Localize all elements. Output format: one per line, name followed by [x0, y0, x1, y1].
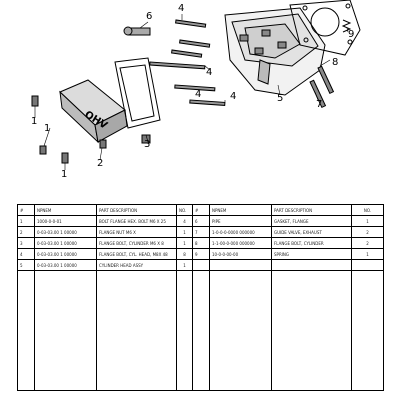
- cell-index: 5: [18, 260, 35, 271]
- cell-part-number: 0-03-03.00 1 00000: [35, 238, 97, 249]
- callout-4-d: 4: [230, 91, 237, 102]
- valve-cover: [60, 80, 127, 142]
- cell-part-number: 1-0-0-0-0000 000000: [210, 227, 272, 238]
- table-row: [18, 249, 384, 260]
- header-qty-right: NO.: [352, 205, 384, 216]
- cell-qty: 2: [352, 238, 384, 249]
- cell-part-number: 1-1-00-0-000 000000: [210, 238, 272, 249]
- breather-pipe: [124, 27, 150, 35]
- cell-qty: 1: [352, 249, 384, 260]
- callout-5: 5: [277, 93, 284, 104]
- parts-list-table: [17, 204, 384, 391]
- cell-qty: 1: [177, 227, 193, 238]
- table-row: [18, 227, 384, 238]
- callout-1-c: 1: [61, 169, 68, 180]
- cell-index: 2: [18, 227, 35, 238]
- callout-9: 9: [348, 29, 355, 40]
- cell-qty: [352, 260, 384, 271]
- cell-index: 3: [18, 238, 35, 249]
- table-row: [18, 260, 384, 271]
- table-row: [18, 238, 384, 249]
- cell-part-number: [210, 260, 272, 271]
- table-header-row: [18, 205, 384, 216]
- callout-1-a: 1: [31, 116, 38, 127]
- cell-qty: 1: [352, 216, 384, 227]
- header-index-left: #: [18, 205, 35, 216]
- cell-part-number: 0-03-03.00 1 00000: [35, 249, 97, 260]
- cell-qty: 2: [352, 227, 384, 238]
- callout-4-b: 4: [206, 67, 213, 78]
- callout-4-a: 4: [178, 3, 185, 14]
- cell-description: FLANGE BOLT, CYLINDER M6 X 8: [97, 238, 177, 249]
- cell-index: 7: [193, 227, 210, 238]
- table-row: [18, 216, 384, 227]
- callout-2: 2: [97, 158, 104, 169]
- cell-description: SPRING: [272, 249, 352, 260]
- cell-part-number: PIPE: [210, 216, 272, 227]
- cell-description: FLANGE BOLT, CYL. HEAD, M8X 48: [97, 249, 177, 260]
- cell-part-number: 0-03-03.00 1 00000: [35, 260, 97, 271]
- cell-index: 8: [193, 238, 210, 249]
- cell-description: FLANGE NUT M6 X: [97, 227, 177, 238]
- callout-3: 3: [144, 139, 151, 150]
- cell-index: 1: [18, 216, 35, 227]
- cell-index: [193, 260, 210, 271]
- table-filler-row: [18, 271, 384, 391]
- cell-qty: 1: [177, 260, 193, 271]
- cell-index: 9: [193, 249, 210, 260]
- header-description-right: PART DESCRIPTION: [272, 205, 352, 216]
- header-description-left: PART DESCRIPTION: [97, 205, 177, 216]
- cell-description: [272, 260, 352, 271]
- cell-description: GASKET, FLANGE: [272, 216, 352, 227]
- cell-description: BOLT FLANGE HEX. BOLT M6 X 25: [97, 216, 177, 227]
- callout-4-c: 4: [195, 89, 202, 100]
- cell-index: 4: [18, 249, 35, 260]
- cell-qty: 8: [177, 249, 193, 260]
- header-qty-left: NO.: [177, 205, 193, 216]
- cell-part-number: 0-03-03.00 1 00000: [35, 227, 97, 238]
- cell-part-number: 1000-0-0-01: [35, 216, 97, 227]
- callout-6: 6: [146, 11, 153, 22]
- header-index-right: #: [193, 205, 210, 216]
- header-part-number-right: NPNEM: [210, 205, 272, 216]
- header-part-number-left: NPNEM: [35, 205, 97, 216]
- cell-index: 6: [193, 216, 210, 227]
- cell-qty: 4: [177, 216, 193, 227]
- callout-1-b: 1: [44, 123, 51, 134]
- cell-description: CYLINDER HEAD ASSY: [97, 260, 177, 271]
- cell-part-number: 10-0-0-00-00: [210, 249, 272, 260]
- valve-cover-label: OHV: [82, 109, 110, 132]
- cell-qty: 1: [177, 238, 193, 249]
- callout-8: 8: [332, 57, 339, 68]
- callout-7: 7: [316, 99, 323, 110]
- head-bolts: [150, 20, 225, 105]
- cell-description: FLANGE BOLT, CYLINDER: [272, 238, 352, 249]
- cell-description: GUIDE VALVE, EXHAUST: [272, 227, 352, 238]
